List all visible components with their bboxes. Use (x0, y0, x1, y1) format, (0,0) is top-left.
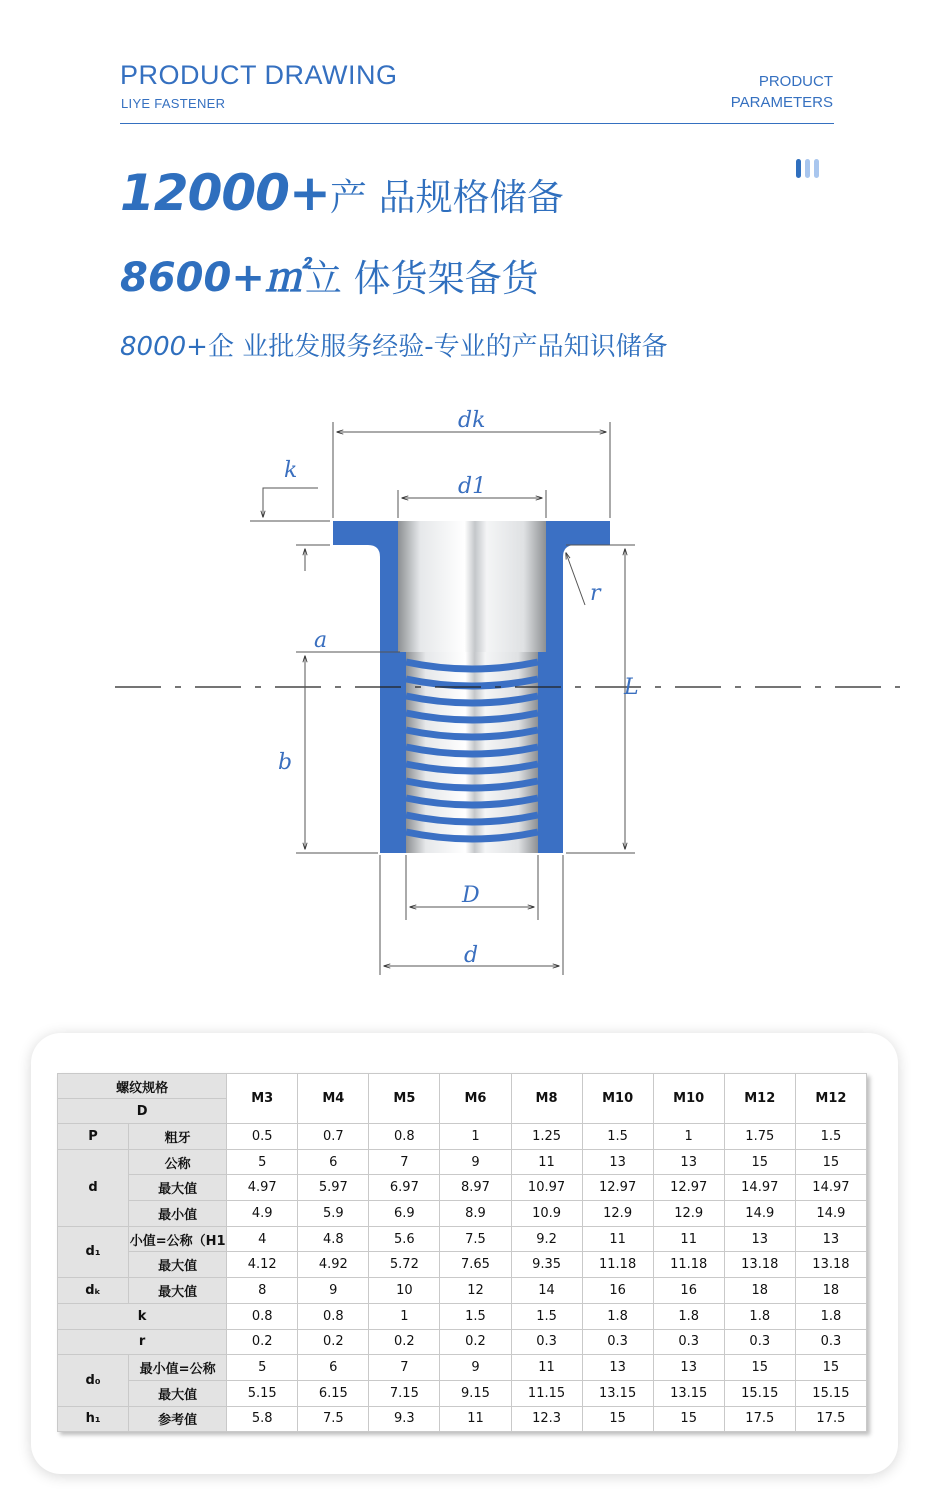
table-row (58, 1124, 867, 1150)
table-cell: 17.5 (795, 1406, 866, 1432)
table-cell: 13.15 (582, 1380, 653, 1406)
table-row (58, 1175, 867, 1201)
row-sublabel: 最小值=公称 (129, 1355, 227, 1381)
table-cell: 11 (653, 1226, 724, 1252)
section-label-line2: PARAMETERS (730, 94, 833, 111)
table-cell: 6.15 (298, 1380, 369, 1406)
table-cell: 7.15 (369, 1380, 440, 1406)
table-row (58, 1406, 867, 1432)
row-sublabel: 最小值 (129, 1201, 227, 1227)
header-divider (120, 123, 834, 124)
column-header: M3 (227, 1074, 298, 1124)
row-symbol: P (58, 1124, 129, 1150)
row-sublabel: 最大值 (129, 1252, 227, 1278)
decorative-bars-icon (796, 159, 823, 182)
table-row (58, 1329, 867, 1355)
row-sublabel: 小值=公称（H1 (129, 1226, 227, 1252)
table-cell: 0.3 (724, 1329, 795, 1355)
table-cell: 4 (227, 1226, 298, 1252)
table-cell: 1.25 (511, 1124, 582, 1150)
table-cell: 5.72 (369, 1252, 440, 1278)
row-sublabel: 最大值 (129, 1278, 227, 1304)
table-cell: 0.8 (298, 1303, 369, 1329)
header-D: D (58, 1099, 227, 1124)
row-symbol: k (58, 1303, 227, 1329)
table-cell: 13.15 (653, 1380, 724, 1406)
table-cell: 5.8 (227, 1406, 298, 1432)
table-cell: 8.97 (440, 1175, 511, 1201)
column-header: M5 (369, 1074, 440, 1124)
headline-experience-text: 企 业批发服务经验-专业的产品知识储备 (207, 332, 668, 362)
table-cell: 1.5 (795, 1124, 866, 1150)
table-row (58, 1226, 867, 1252)
table-cell: 12 (440, 1278, 511, 1304)
table-cell: 5.9 (298, 1201, 369, 1227)
table-cell: 5.97 (298, 1175, 369, 1201)
table-cell: 15 (724, 1149, 795, 1175)
table-cell: 12.97 (653, 1175, 724, 1201)
row-sublabel: 参考值 (129, 1406, 227, 1432)
table-cell: 1.8 (795, 1303, 866, 1329)
product-drawing (0, 380, 930, 1000)
table-cell: 1.5 (582, 1124, 653, 1150)
table-cell: 0.2 (440, 1329, 511, 1355)
label-D: D (462, 883, 480, 908)
column-header: M6 (440, 1074, 511, 1124)
table-cell: 9 (440, 1355, 511, 1381)
table-cell: 15.15 (795, 1380, 866, 1406)
headline-warehouse-text: 立 体货架备货 (304, 257, 539, 300)
column-header: M10 (582, 1074, 653, 1124)
table-cell: 13 (795, 1226, 866, 1252)
headline-experience (120, 326, 668, 363)
table-cell: 14.9 (724, 1201, 795, 1227)
table-cell: 9.2 (511, 1226, 582, 1252)
table-cell: 13.18 (724, 1252, 795, 1278)
table-cell: 13 (582, 1355, 653, 1381)
table-cell: 6.9 (369, 1201, 440, 1227)
label-a: a (314, 628, 328, 653)
row-symbol: d (58, 1149, 129, 1226)
table-cell: 4.9 (227, 1201, 298, 1227)
column-header: M10 (653, 1074, 724, 1124)
table-cell: 13.18 (795, 1252, 866, 1278)
table-cell: 13 (582, 1149, 653, 1175)
table-cell: 14.97 (724, 1175, 795, 1201)
row-sublabel: 最大值 (129, 1380, 227, 1406)
brand-subtitle: LIYE FASTENER (121, 96, 226, 111)
row-sublabel: 最大值 (129, 1175, 227, 1201)
table-cell: 6 (298, 1355, 369, 1381)
table-cell: 9.3 (369, 1406, 440, 1432)
table-cell: 1.8 (724, 1303, 795, 1329)
headline-warehouse (120, 246, 539, 303)
section-label-line1: PRODUCT (758, 73, 833, 90)
table-cell: 0.3 (795, 1329, 866, 1355)
table-cell: 4.12 (227, 1252, 298, 1278)
header-thread-spec: 螺纹规格 (58, 1074, 227, 1099)
column-header: M12 (724, 1074, 795, 1124)
table-cell: 1.75 (724, 1124, 795, 1150)
table-cell: 0.3 (582, 1329, 653, 1355)
row-symbol: dₖ (58, 1278, 129, 1304)
table-cell: 9 (440, 1149, 511, 1175)
table-cell: 5.15 (227, 1380, 298, 1406)
table-row (58, 1252, 867, 1278)
table-cell: 1.8 (582, 1303, 653, 1329)
table-cell: 0.2 (298, 1329, 369, 1355)
table-cell: 12.9 (582, 1201, 653, 1227)
table-cell: 12.97 (582, 1175, 653, 1201)
table-cell: 13 (724, 1226, 795, 1252)
headline-warehouse-number: 8600+㎡ (120, 255, 305, 301)
table-cell: 0.2 (369, 1329, 440, 1355)
row-symbol: h₁ (58, 1406, 129, 1432)
table-row (58, 1355, 867, 1381)
table-cell: 4.92 (298, 1252, 369, 1278)
row-sublabel: 公称 (129, 1149, 227, 1175)
table-cell: 5 (227, 1355, 298, 1381)
table-cell: 1.5 (511, 1303, 582, 1329)
table-header-row (58, 1074, 867, 1099)
table-cell: 15.15 (724, 1380, 795, 1406)
table-row (58, 1149, 867, 1175)
table-cell: 10.97 (511, 1175, 582, 1201)
table-cell: 12.9 (653, 1201, 724, 1227)
table-cell: 6.97 (369, 1175, 440, 1201)
table-cell: 7 (369, 1355, 440, 1381)
table-cell: 0.7 (298, 1124, 369, 1150)
table-row (58, 1278, 867, 1304)
nut-bore (398, 521, 546, 652)
table-cell: 10 (369, 1278, 440, 1304)
row-symbol: d₀ (58, 1355, 129, 1406)
column-header: M8 (511, 1074, 582, 1124)
table-cell: 11.18 (653, 1252, 724, 1278)
table-cell: 15 (795, 1355, 866, 1381)
table-cell: 12.3 (511, 1406, 582, 1432)
table-cell: 0.2 (227, 1329, 298, 1355)
section-label (731, 71, 833, 113)
table-cell: 8.9 (440, 1201, 511, 1227)
table-cell: 9.35 (511, 1252, 582, 1278)
column-header: M4 (298, 1074, 369, 1124)
table-cell: 5.6 (369, 1226, 440, 1252)
table-cell: 1.5 (440, 1303, 511, 1329)
table-cell: 18 (795, 1278, 866, 1304)
label-k: k (284, 458, 298, 483)
table-cell: 11 (440, 1406, 511, 1432)
table-cell: 7.5 (440, 1226, 511, 1252)
table-cell: 11.18 (582, 1252, 653, 1278)
table-cell: 16 (582, 1278, 653, 1304)
column-header: M12 (795, 1074, 866, 1124)
table-cell: 7.5 (298, 1406, 369, 1432)
table-cell: 14.97 (795, 1175, 866, 1201)
table-cell: 14.9 (795, 1201, 866, 1227)
row-symbol: r (58, 1329, 227, 1355)
table-cell: 4.97 (227, 1175, 298, 1201)
table-cell: 9 (298, 1278, 369, 1304)
headline-spec-number: 12000+ (120, 164, 330, 222)
table-row (58, 1380, 867, 1406)
headline-experience-number: 8000+ (120, 332, 208, 362)
table-cell: 16 (653, 1278, 724, 1304)
table-cell: 11 (511, 1355, 582, 1381)
table-cell: 0.5 (227, 1124, 298, 1150)
table-cell: 15 (795, 1149, 866, 1175)
table-cell: 11.15 (511, 1380, 582, 1406)
spec-table (57, 1073, 867, 1432)
table-cell: 18 (724, 1278, 795, 1304)
table-cell: 14 (511, 1278, 582, 1304)
table-cell: 4.8 (298, 1226, 369, 1252)
label-b: b (278, 750, 293, 775)
label-dk: dk (458, 408, 486, 433)
table-cell: 0.8 (227, 1303, 298, 1329)
table-cell: 6 (298, 1149, 369, 1175)
table-cell: 1.8 (653, 1303, 724, 1329)
row-symbol: d₁ (58, 1226, 129, 1277)
table-cell: 0.3 (511, 1329, 582, 1355)
table-cell: 0.3 (653, 1329, 724, 1355)
label-d1: d1 (458, 474, 487, 499)
table-cell: 13 (653, 1355, 724, 1381)
table-cell: 10.9 (511, 1201, 582, 1227)
table-cell: 11 (582, 1226, 653, 1252)
table-cell: 7 (369, 1149, 440, 1175)
page-title: PRODUCT DRAWING (120, 60, 398, 90)
table-cell: 1 (440, 1124, 511, 1150)
table-cell: 1 (369, 1303, 440, 1329)
table-cell: 13 (653, 1149, 724, 1175)
table-cell: 1 (653, 1124, 724, 1150)
table-cell: 15 (653, 1406, 724, 1432)
table-cell: 0.8 (369, 1124, 440, 1150)
table-cell: 9.15 (440, 1380, 511, 1406)
headline-spec-text: 产 品规格储备 (329, 176, 564, 219)
headline-spec-count (120, 164, 564, 222)
table-cell: 5 (227, 1149, 298, 1175)
table-cell: 15 (724, 1355, 795, 1381)
row-sublabel: 粗牙 (129, 1124, 227, 1150)
table-row (58, 1303, 867, 1329)
label-d: d (464, 943, 479, 968)
label-r: r (590, 581, 601, 606)
table-cell: 15 (582, 1406, 653, 1432)
table-cell: 8 (227, 1278, 298, 1304)
table-cell: 7.65 (440, 1252, 511, 1278)
label-L: L (624, 675, 639, 700)
table-cell: 17.5 (724, 1406, 795, 1432)
table-row (58, 1201, 867, 1227)
table-cell: 11 (511, 1149, 582, 1175)
